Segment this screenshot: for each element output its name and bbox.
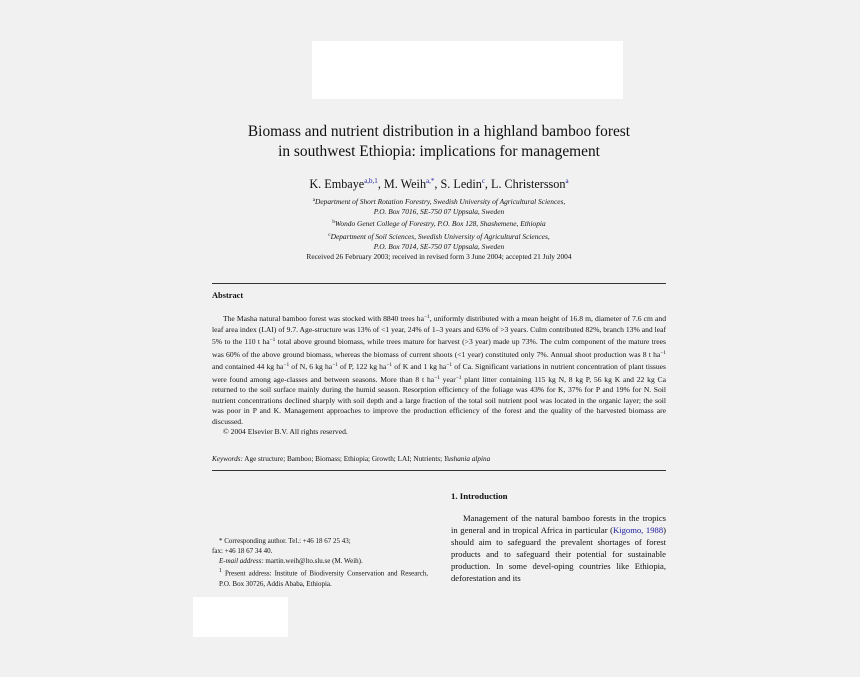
author-separator: ,	[434, 177, 441, 191]
affiliation-line: Department of Short Rotation Forestry, Swedish University of Agricultural Sciences,	[315, 197, 566, 206]
keywords-list: Age structure; Bamboo; Biomass; Ethiopia; Growth; LAI; Nutrients;	[242, 455, 444, 463]
affiliation-line: Department of Soil Sciences, Swedish University of Agricultural Sciences,	[330, 231, 550, 241]
author-affiliation-link[interactable]: c	[481, 177, 485, 185]
email-link[interactable]: martin.weih@lto.slu.se (M. Weih).	[263, 557, 363, 566]
affiliation-line: P.O. Box 7014, SE-750 07 Uppsala, Sweden	[373, 241, 505, 251]
keywords	[212, 454, 666, 464]
affiliations	[212, 195, 666, 252]
author-name: S. Ledin	[440, 177, 482, 191]
introduction-text	[451, 513, 666, 584]
author-name: M. Weih	[383, 177, 427, 191]
affiliation-b	[212, 217, 666, 229]
paper-title	[212, 122, 666, 162]
affiliation-line: Wondo Genet College of Forestry, P.O. Box 128, Shashemene, Ethiopia	[334, 219, 546, 229]
keywords-label: Keywords:	[212, 455, 243, 463]
author-affiliation-link[interactable]: a	[565, 177, 569, 185]
abstract-text	[212, 312, 666, 438]
author-affiliation-link[interactable]: a,*	[426, 177, 435, 185]
introduction-heading: 1. Introduction	[451, 491, 508, 501]
affiliation-marker: a	[312, 197, 316, 203]
author-list	[212, 173, 666, 192]
abstract-heading: Abstract	[212, 291, 244, 300]
affiliation-marker: c	[328, 231, 331, 238]
intro-paragraph: Management of the natural bamboo forests in the tropics in general and in tropical Africa in particular (Kigomo, 1988) should aim to safeguard the prevalent shortages of forest products and to safeguard their potential for sustainable production. In some devel-oping countries like Ethiopia, deforestation and its	[451, 513, 666, 583]
divider-bottom	[212, 470, 666, 471]
author-separator: ,	[377, 177, 384, 191]
author-name: L. Christersson	[491, 177, 566, 191]
affiliation-line: P.O. Box 7016, SE-750 07 Uppsala, Sweden	[373, 207, 505, 217]
footnote-corresponding: * Corresponding author. Tel.: +46 18 67 25 43;	[219, 537, 351, 545]
title-line-1: Biomass and nutrient distribution in a highland bamboo forest	[247, 123, 631, 140]
citation-link[interactable]: Kigomo, 1988	[613, 524, 664, 535]
footnote-fax: fax: +46 18 67 34 40.	[212, 547, 273, 556]
abstract-paragraph: The Masha natural bamboo forest was stocked with 8840 trees $ha^{-1}$, uniformly distributed with a mean height of 16.8 m, diameter of 7.6 cm and leaf area index (LAI) of 9.7. Age-structure was 13% of <1 year, 24% of 1–3 years and 63% of >3 years. Culm contributed 82%, branch 13% and leaf 5% to the 110 t $ha^{-1}$ total above ground biomass, while trees mature for harvest (>3 year) made up 73%. The culm component of the mature trees was 60% of the above ground biomass, whereas the biomass of current shoots (<1 year) constituted only 7%. Annual shoot production was 8 t $ha^{-1}$ and contained 44 kg $ha^{-1}$ of N, 6 kg $ha^{-1}$ of P, 122 kg $ha^{-1}$ of K and 1 kg $ha^{-1}$ of Ca. Significant variations in nutrient concentration of plant tissues were found among age-classes and between seasons. More than 8 t $ha^{-1}$ year$^{-1}$ plant litter containing 115 kg N, 8 kg P, 56 kg K and 22 kg Ca returned to the soil surface mainly during the humid season. Resorption efficiency of the foliage was 43% for K, 37% for P and 19% for N. Soil nutrient concentrations declined sharply with soil depth and a large fraction of the total soil nutrient pool was located in the organic layer; the soil was poor in P and K. Management approaches to improve the production efficiency of the forest and the quality of the harvested biomass are discussed.	[212, 314, 666, 426]
affiliation-marker: b	[332, 219, 335, 226]
received-dates: Received 26 February 2003; received in revised form 3 June 2004; accepted 21 July 2004	[306, 252, 572, 261]
footnote-email: E-mail address: martin.weih@lto.slu.se (M. Weih).	[219, 557, 363, 566]
author-name: K. Embaye	[309, 177, 365, 191]
affiliation-c	[212, 230, 666, 242]
divider-top	[212, 283, 666, 284]
author-separator: ,	[484, 177, 492, 191]
header-placeholder-box	[312, 41, 623, 99]
affiliation-a	[212, 195, 666, 207]
footnote-present-address: $^1$ Present address: Institute of Biodiversity Conservation and Research, P.O. Box 30726, Addis Ababa, Ethiopia.	[219, 568, 428, 588]
title-line-2: in southwest Ethiopia: implications for management	[278, 143, 600, 160]
footer-placeholder-box	[193, 597, 288, 637]
footnotes	[212, 536, 428, 589]
author-affiliation-link[interactable]: a,b,1	[364, 177, 378, 185]
copyright-notice: © 2004 Elsevier B.V. All rights reserved.	[223, 427, 348, 437]
keyword-species: Yushania alpina	[443, 455, 491, 463]
